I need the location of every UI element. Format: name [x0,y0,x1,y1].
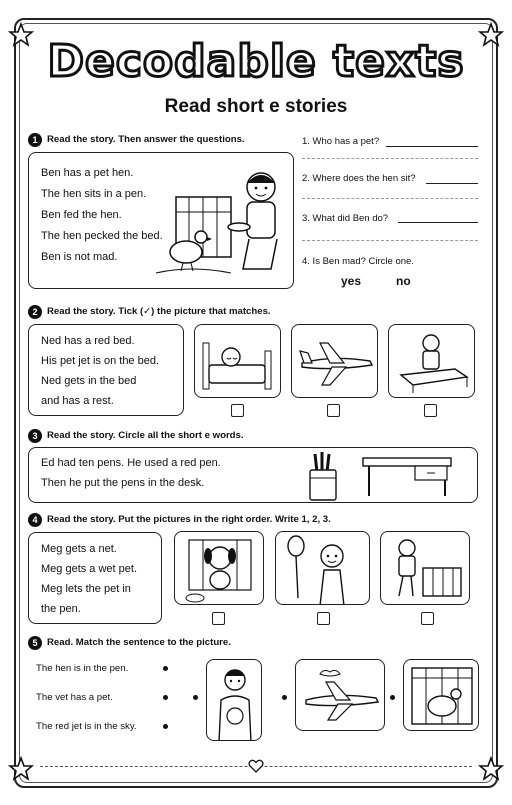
boy-on-bed-picture[interactable] [388,324,475,398]
story-line: and has a rest. [41,395,114,407]
bed-icon [389,325,475,398]
question-label: 4. Is Ben mad? Circle one. [302,256,414,267]
answer-line-dashed[interactable] [302,198,478,199]
airplane-icon [296,660,385,731]
story-line: Ben has a pet hen. [41,167,134,179]
heart-icon [248,759,264,773]
bed-icon [195,325,281,398]
story-line: The hen sits in a pen. [41,188,147,200]
answer-line[interactable] [398,222,478,223]
section-instruction: Read the story. Put the pictures in the right order. Write 1, 2, 3. [47,514,331,525]
answer-line-dashed[interactable] [302,158,478,159]
match-sentence: The red jet is in the sky. [36,721,137,732]
jet-picture[interactable] [291,324,378,398]
dog-icon [175,532,264,605]
story-line: Ed had ten pens. He used a red pen. [41,457,221,469]
story-box [28,447,478,503]
story-line: Then he put the pens in the desk. [41,477,205,489]
section-instruction: Read the story. Then answer the questions. [47,134,245,145]
vet-picture[interactable] [206,659,262,741]
section-instruction: Read the story. Circle all the short e words. [47,430,244,441]
match-dot[interactable] [193,695,198,700]
pen-cup-icon [303,450,343,502]
wet-dog-picture[interactable] [174,531,264,605]
story-box [28,152,294,289]
girl-with-net-picture[interactable] [275,531,370,605]
tick-box[interactable] [424,404,437,417]
answer-line[interactable] [426,183,478,184]
story-line: Meg gets a wet pet. [41,563,137,575]
star-icon [478,756,504,782]
sleeping-boy-picture[interactable] [194,324,281,398]
choice-no[interactable]: no [396,274,411,288]
story-line: Meg lets the pet in [41,583,131,595]
story-line: Ben is not mad. [41,251,118,263]
story-line: Ned has a red bed. [41,335,135,347]
section-number: 2 [28,305,42,319]
page-title: Decodable texts [47,36,465,87]
question-label: 3. What did Ben do? [302,213,389,224]
match-dot[interactable] [163,695,168,700]
story-line: The hen pecked the bed. [41,230,163,242]
story-line: Meg gets a net. [41,543,117,555]
desk-icon [359,454,455,498]
story-line: the pen. [41,603,81,615]
airplane-icon [292,325,378,398]
match-sentence: The vet has a pet. [36,692,113,703]
story-box [28,532,162,624]
section-number: 4 [28,513,42,527]
section-instruction: Read the story. Tick (✓) the picture that matches. [47,306,271,317]
girl-with-pen-picture[interactable] [380,531,470,605]
vet-icon [207,660,262,741]
question-label: 1. Who has a pet? [302,136,380,147]
story-line: Ben fed the hen. [41,209,122,221]
order-box[interactable] [421,612,434,625]
tick-box[interactable] [231,404,244,417]
choice-yes[interactable]: yes [341,274,362,288]
match-sentence: The hen is in the pen. [36,663,129,674]
girl-icon [276,532,370,605]
story-line: His pet jet is on the bed. [41,355,160,367]
answer-line[interactable] [386,146,478,147]
story-line: Ned gets in the bed [41,375,137,387]
jet-in-sky-picture[interactable] [295,659,385,731]
order-box[interactable] [212,612,225,625]
section-number: 5 [28,636,42,650]
answer-line-dashed[interactable] [302,240,478,241]
match-dot[interactable] [163,724,168,729]
section-number: 3 [28,429,42,443]
section-number: 1 [28,133,42,147]
hen-in-pen-picture[interactable] [403,659,479,731]
hen-icon [404,660,479,731]
girl-icon [381,532,470,605]
match-dot[interactable] [282,695,287,700]
match-dot[interactable] [163,666,168,671]
star-icon [8,756,34,782]
story-box [28,324,184,416]
tick-box[interactable] [327,404,340,417]
order-box[interactable] [317,612,330,625]
boy-with-hen-illustration [151,157,291,283]
section-instruction: Read. Match the sentence to the picture. [47,637,231,648]
match-dot[interactable] [390,695,395,700]
question-label: 2. Where does the hen sit? [302,173,416,184]
page-subtitle: Read short e stories [164,96,348,117]
